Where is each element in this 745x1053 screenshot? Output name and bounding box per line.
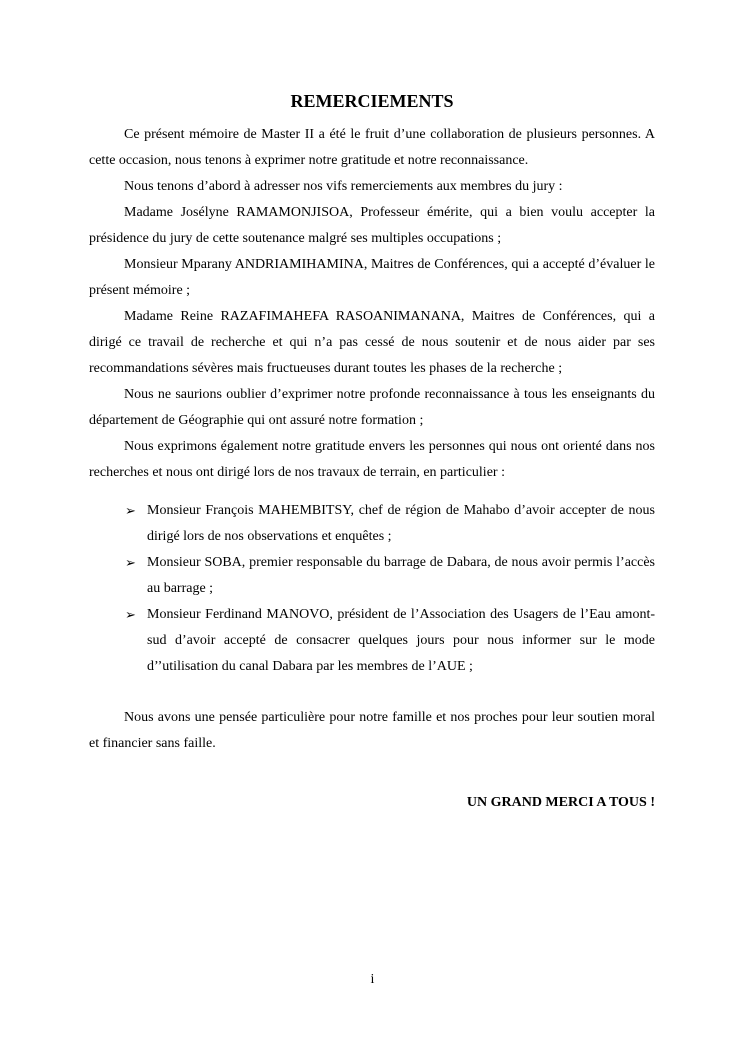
paragraph-intro: Ce présent mémoire de Master II a été le fruit d’une collaboration de plusieurs personnes. A cette occasion, nous tenons à exprimer notre gratitude et notre reconnaissance. [89,127,655,168]
page-number: i [370,972,375,987]
paragraph-teachers: Nous ne saurions oublier d’exprimer notre profonde reconnaissance à tous les enseignants du département de Géographie qui ont assuré notre formation ; [89,387,655,428]
list-item-text: Monsieur Ferdinand MANOVO, président de l’Association des Usagers de l’Eau amont-sud d’avoir accepté de consacrer quelques jours pour nous informer sur le mode d’’utilisation du canal Dabara par les membres de l’AUE ; [147,607,655,674]
page-content [89,88,655,816]
list-item [89,550,655,602]
paragraph-evaluator: Monsieur Mparany ANDRIAMIHAMINA, Maitres de Conférences, qui a accepté d’évaluer le présent mémoire ; [89,257,655,298]
paragraph-president: Madame Josélyne RAMAMONJISOA, Professeur émérite, qui a bien voulu accepter la présidence du jury de cette soutenance malgré ses multiples occupations ; [89,205,655,246]
paragraph-family: Nous avons une pensée particulière pour notre famille et nos proches pour leur soutien moral et financier sans faille. [89,710,655,751]
paragraph-jury-intro: Nous tenons d’abord à adresser nos vifs remerciements aux membres du jury : [124,179,563,194]
paragraph-director: Madame Reine RAZAFIMAHEFA RASOANIMANANA, Maitres de Conférences, qui a dirigé ce travail de recherche et qui n’a pas cessé de nous soutenir et de nous aider par ses recommandations sévères mais fructueuses durant toutes les phases de la recherche ; [89,309,655,376]
closing-statement: UN GRAND MERCI A TOUS ! [466,795,655,810]
list-item-text: Monsieur SOBA, premier responsable du barrage de Dabara, de nous avoir permis l’accès au barrage ; [147,555,655,596]
list-item [89,602,655,680]
acknowledgement-list [89,498,655,680]
list-item-text: Monsieur François MAHEMBITSY, chef de région de Mahabo d’avoir accepter de nous dirigé lors de nos observations et enquêtes ; [147,503,655,544]
arrowhead-bullet-icon: ➢ [125,503,136,518]
arrowhead-bullet-icon: ➢ [125,607,136,622]
list-item [89,498,655,550]
paragraph-field-guides: Nous exprimons également notre gratitude envers les personnes qui nous ont orienté dans nos recherches et nous ont dirigé lors de nos travaux de terrain, en particulier : [89,439,655,480]
page-title: REMERCIEMENTS [290,91,454,111]
arrowhead-bullet-icon: ➢ [125,555,136,570]
